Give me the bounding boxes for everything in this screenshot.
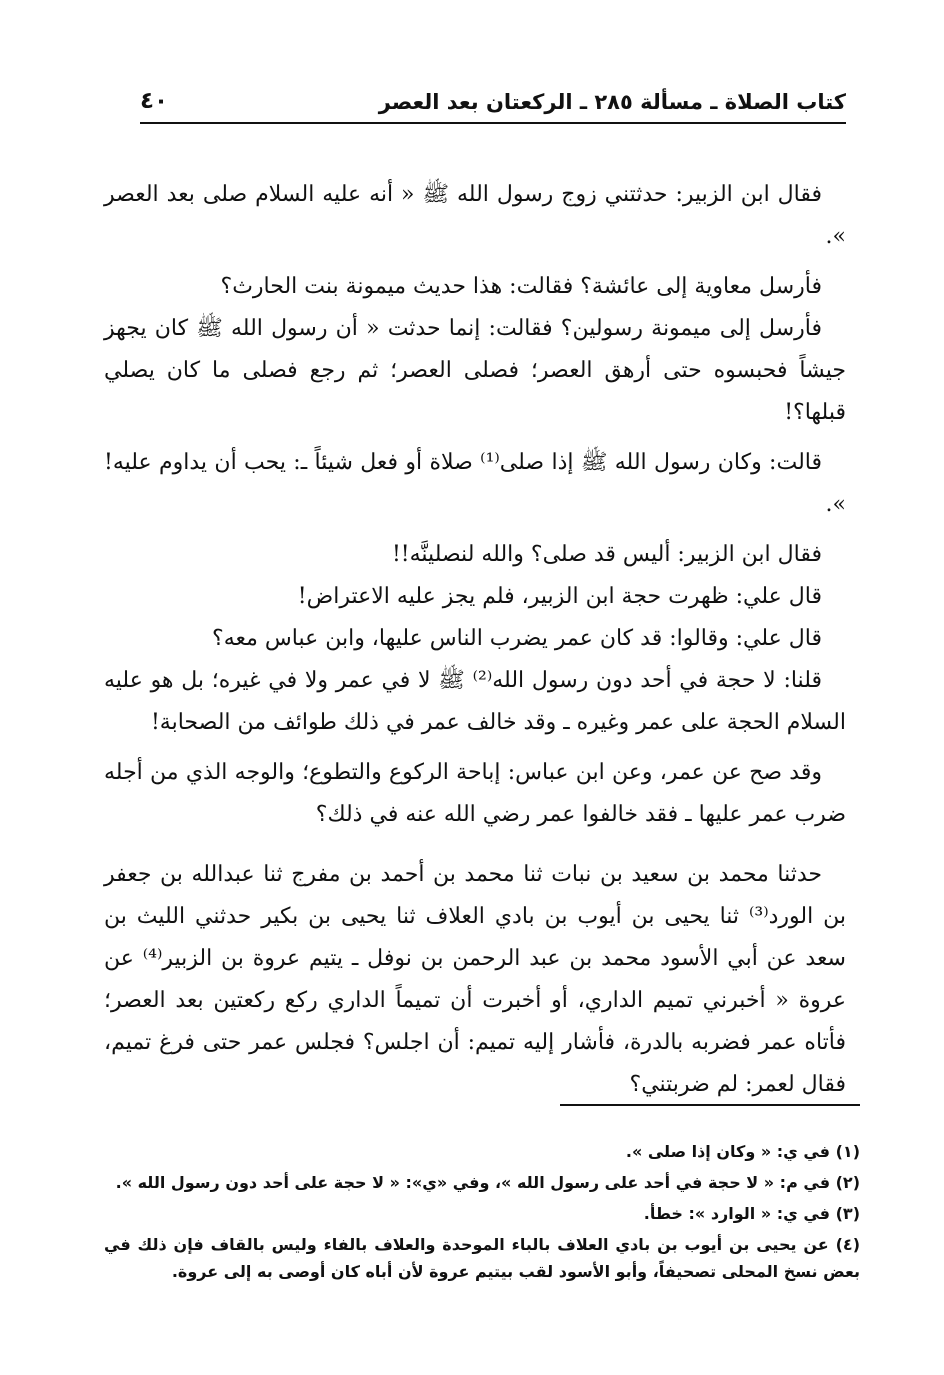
page-number: ٤٠ — [140, 88, 169, 114]
running-header — [140, 82, 846, 124]
footnote: (٣) في ي: « الوارد »: خطأ. — [643, 1204, 860, 1223]
paragraph: فأرسل إلى ميمونة رسولين؟ فقالت: إنما حدثت « أن رسول الله ﷺ كان يجهز جيشاً فحبسوه حتى أرهق العصر؛ فصلى العصر؛ ثم رجع فصلى ما كان يصلي قبلها؟! — [104, 316, 846, 425]
paragraph: قال علي: ظهرت حجة ابن الزبير، فلم يجز عليه الاعتراض! — [297, 584, 822, 609]
footnote: (٤) عن يحيى بن أيوب بن بادي العلاف بالباء الموحدة والعلاف بالفاء وليس بالقاف فإن ذلك في بعض نسخ المحلى تصحيفاً، وأبو الأسود لقب بيتيم عروة لأن أباه كان أوصى به إلى عروة. — [104, 1235, 860, 1281]
footnote: (٢) في م: « لا حجة في أحد على رسول الله »، وفي «ي»: « لا حجة على أحد دون رسول الله ». — [115, 1173, 860, 1192]
paragraph: قالت: وكان رسول الله ﷺ إذا صلى⁽¹⁾ صلاة أو فعل شيئاً ـ: يحب أن يداوم عليه! ». — [104, 450, 846, 517]
running-title: كتاب الصلاة ـ مسألة ٢٨٥ ـ الركعتان بعد العصر — [378, 90, 846, 114]
main-text — [104, 174, 846, 1114]
footnotes — [104, 1138, 860, 1289]
paragraph: فقال ابن الزبير: أليس قد صلى؟ والله لنصلينَّه!! — [391, 542, 822, 567]
paragraph: فقال ابن الزبير: حدثتني زوج رسول الله ﷺ « أنه عليه السلام صلى بعد العصر ». — [104, 182, 846, 249]
paragraph: وقد صح عن عمر، وعن ابن عباس: إباحة الركوع والتطوع؛ والوجه الذي من أجله ضرب عمر عليها ـ فقد خالفوا عمر رضي الله عنه في ذلك؟ — [104, 760, 846, 827]
paragraph: حدثنا محمد بن سعيد بن نبات ثنا محمد بن أحمد بن مفرج ثنا عبدالله بن جعفر بن الورد⁽³⁾ ثنا يحيى بن أيوب بن بادي العلاف ثنا يحيى بن بكير حدثني الليث بن سعد عن أبي الأسود محمد بن عبد الرحمن بن نوفل ـ يتيم عروة بن الزبير⁽⁴⁾ عن عروة « أخبرني تميم الداري، أو أخبرت أن تميماً الداري ركع ركعتين بعد العصر؛ فأتاه عمر فضربه بالدرة، فأشار إليه تميم: أن اجلس؟ فجلس عمر حتى فرغ تميم، فقال لعمر: لم ضربتني؟ — [104, 862, 846, 1097]
paragraph: قال علي: وقالوا: قد كان عمر يضرب الناس عليها، وابن عباس معه؟ — [212, 626, 822, 651]
footnote-separator — [560, 1104, 860, 1106]
paragraph: فأرسل معاوية إلى عائشة؟ فقالت: هذا حديث ميمونة بنت الحارث؟ — [220, 274, 822, 299]
footnote: (١) في ي: « وكان إذا صلى ». — [625, 1142, 860, 1161]
paragraph: قلنا: لا حجة في أحد دون رسول الله⁽²⁾ ﷺ لا في عمر ولا في غيره؛ بل هو عليه السلام الحجة على عمر وغيره ـ وقد خالف عمر في ذلك طوائف من الصحابة! — [104, 668, 846, 735]
